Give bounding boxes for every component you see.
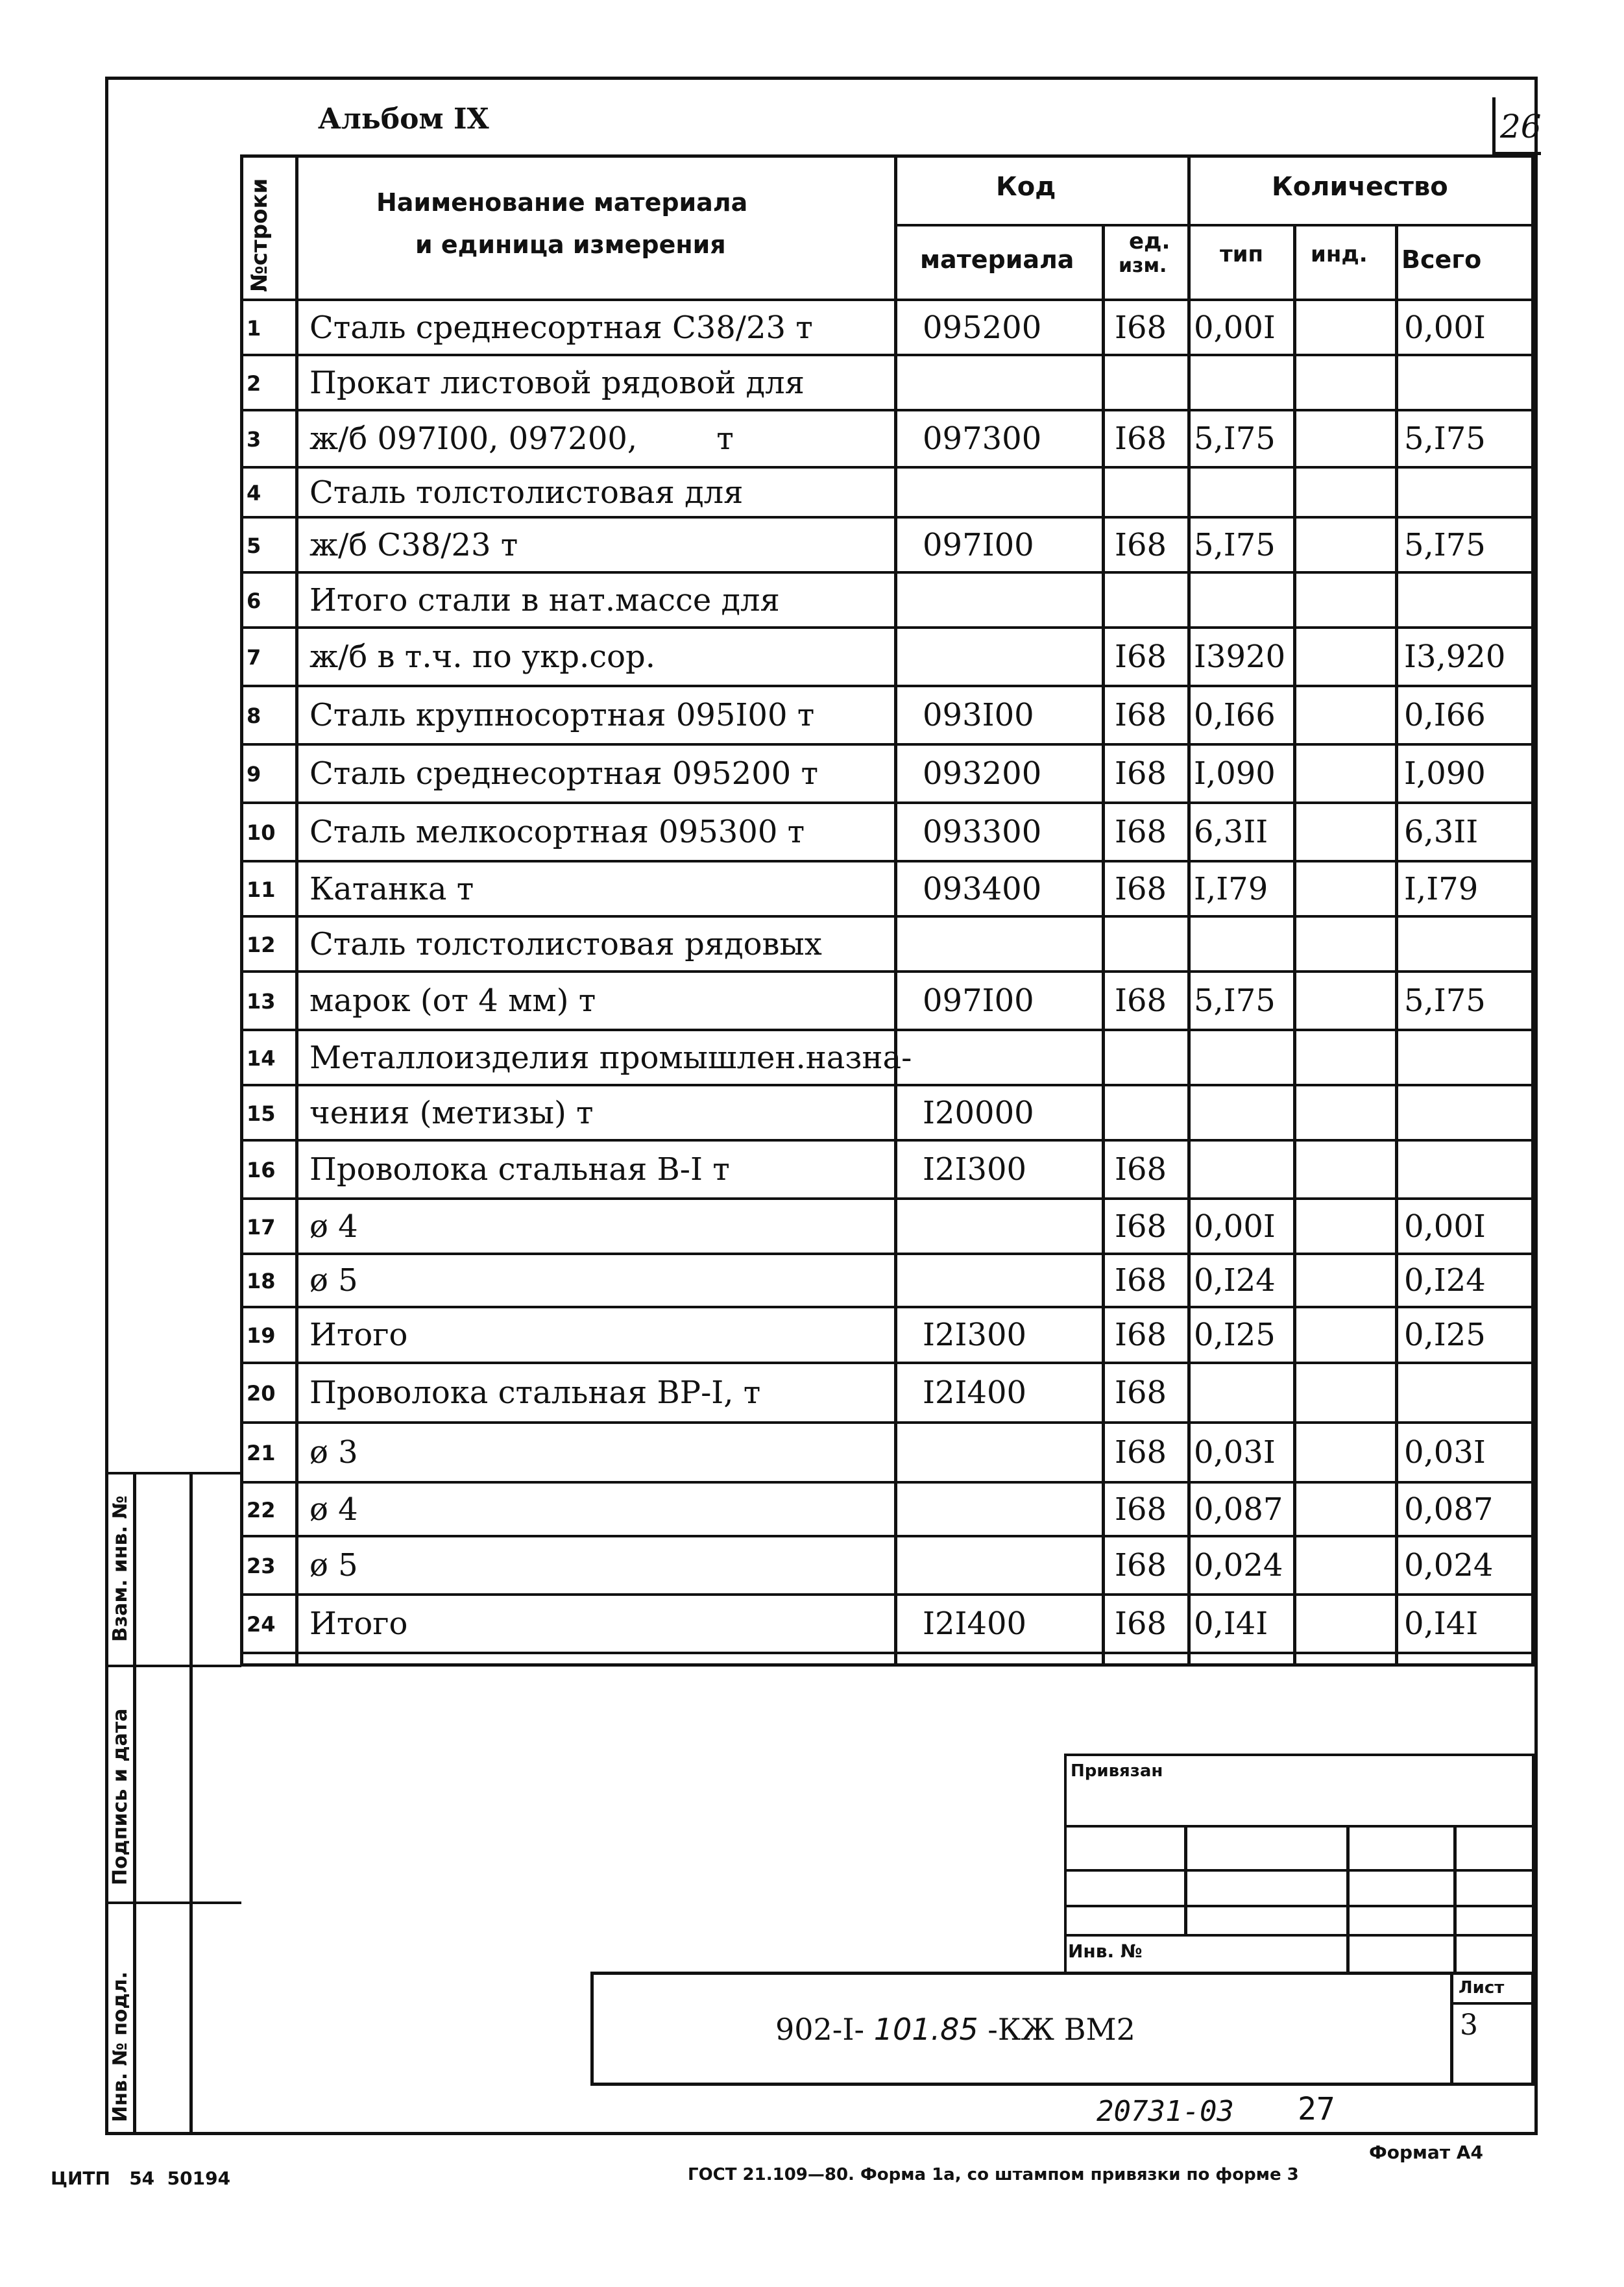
row-number: 18 [247, 1269, 276, 1293]
row-material-code: I2I300 [923, 1151, 1027, 1188]
row-qty-tip: I,I79 [1194, 870, 1268, 907]
footer-right: ГОСТ 21.109—80. Форма 1а, со штампом привязки по форме 3 [688, 2165, 1299, 2184]
row-qty-total: 0,024 [1404, 1547, 1494, 1584]
row-unit-code: I68 [1115, 697, 1167, 733]
table-row-line [240, 571, 1534, 574]
row-number: 17 [247, 1214, 276, 1240]
row-material-name: Итого [309, 1606, 408, 1642]
row-qty-total: 5,I75 [1404, 421, 1486, 457]
row-number: 11 [247, 877, 276, 902]
side-divider [105, 1472, 241, 1474]
table-row-line [240, 1253, 1534, 1255]
header-name: Наименование материала [376, 188, 748, 217]
table-row-line [240, 685, 1534, 687]
row-qty-total: 0,00I [1404, 1208, 1486, 1245]
row-qty-tip: 0,I4I [1194, 1606, 1268, 1642]
table-row-line [240, 1139, 1534, 1142]
row-material-code: 093I00 [923, 697, 1034, 733]
table-row-line [240, 466, 1534, 469]
row-number: 20 [247, 1381, 276, 1406]
table-row-line [240, 1652, 1534, 1654]
row-unit-code: I68 [1115, 1606, 1167, 1642]
row-unit-code: I68 [1115, 1547, 1167, 1584]
table-row-line [240, 970, 1534, 973]
row-qty-tip: 0,024 [1194, 1547, 1283, 1584]
row-unit-code: I68 [1115, 421, 1167, 457]
sheet-number: 3 [1460, 2009, 1478, 2042]
album-title: Альбом IX [318, 103, 489, 136]
row-material-name: ø 4 [309, 1491, 358, 1528]
stamp-bound-label: Привязан [1071, 1761, 1163, 1781]
archive-page: 27 [1298, 2091, 1335, 2127]
row-material-name: Сталь крупносортная 095I00 т [309, 697, 815, 733]
table-row-line [240, 1029, 1534, 1031]
row-material-name: ж/б С38/23 т [309, 526, 518, 563]
stamp-line [1064, 1934, 1534, 1937]
row-unit-code: I68 [1115, 983, 1167, 1019]
row-number: 16 [247, 1158, 276, 1182]
row-material-code: 097I00 [923, 526, 1034, 563]
table-row-line [240, 1481, 1534, 1484]
row-material-name: ж/б в т.ч. по укр.сор. [309, 639, 655, 675]
row-qty-total: 0,03I [1404, 1434, 1486, 1471]
side-divider [105, 1665, 241, 1667]
row-material-name: Сталь среднесортная С38/23 т [309, 309, 813, 346]
row-number: 4 [247, 480, 261, 506]
row-unit-code: I68 [1115, 1491, 1167, 1528]
row-material-name: Проволока стальная В-I т [309, 1151, 730, 1188]
archive-number: 20731-03 [1097, 2095, 1234, 2128]
header-total: Всего [1401, 245, 1482, 274]
row-qty-total: I,090 [1404, 755, 1486, 792]
row-qty-total: I3,920 [1404, 639, 1506, 675]
row-qty-tip: 5,I75 [1194, 526, 1276, 563]
row-material-name: Сталь толстолистовая рядовых [309, 925, 822, 962]
row-unit-code: I68 [1115, 814, 1167, 850]
row-qty-total: 0,I25 [1404, 1317, 1486, 1353]
row-material-name: ø 4 [309, 1208, 358, 1245]
row-qty-tip: 0,I25 [1194, 1317, 1276, 1353]
side-label-swap: Взам. инв. № [109, 1495, 132, 1642]
header-code: Код [996, 172, 1056, 202]
stamp-line [1184, 1825, 1187, 1934]
row-qty-tip: 0,03I [1194, 1434, 1276, 1471]
stamp-line [1064, 1905, 1534, 1907]
row-qty-tip: 0,I66 [1194, 697, 1276, 733]
row-number: 12 [247, 932, 276, 957]
table-row-line [240, 1362, 1534, 1364]
row-material-name: ж/б 097I00, 097200, т [309, 421, 734, 457]
table-col-line [1395, 224, 1398, 1667]
header-material: материала [920, 245, 1074, 274]
row-unit-code: I68 [1115, 309, 1167, 346]
stamp-line [1064, 1825, 1534, 1828]
row-material-name: ø 5 [309, 1547, 358, 1584]
row-qty-total: 0,I4I [1404, 1606, 1479, 1642]
row-material-code: 093200 [923, 755, 1042, 792]
row-material-code: 097300 [923, 421, 1042, 457]
table-row-line [240, 1593, 1534, 1596]
row-qty-tip: I3920 [1194, 639, 1286, 675]
row-material-code: 093400 [923, 870, 1042, 907]
row-qty-tip: 0,I24 [1194, 1262, 1276, 1299]
row-qty-tip: I,090 [1194, 755, 1276, 792]
row-material-name: ø 3 [309, 1434, 358, 1471]
header-ind: инд. [1311, 241, 1368, 267]
table-col-line [1102, 224, 1105, 1667]
title-block-divider [1450, 2002, 1534, 2005]
doc-code [775, 2012, 1135, 2047]
header-izm: изм. [1119, 254, 1167, 277]
row-unit-code: I68 [1115, 1262, 1167, 1299]
row-unit-code: I68 [1115, 1317, 1167, 1353]
row-material-code: 097I00 [923, 983, 1034, 1019]
table-row-line [240, 354, 1534, 356]
row-qty-total: 0,I24 [1404, 1262, 1486, 1299]
row-number: 5 [247, 533, 261, 558]
header-unit: и единица измерения [415, 230, 726, 259]
row-number: 6 [247, 588, 261, 613]
row-number: 9 [247, 762, 261, 787]
row-material-code: I2I400 [923, 1375, 1027, 1411]
side-divider [133, 1472, 136, 2135]
row-qty-total: 0,087 [1404, 1491, 1494, 1528]
row-unit-code: I68 [1115, 526, 1167, 563]
table-row-line [240, 1306, 1534, 1308]
footer-left: ЦИТП 54 50194 [51, 2168, 231, 2189]
row-material-name: Катанка т [309, 870, 474, 907]
stamp-line [1453, 1825, 1457, 1974]
row-material-name: Итого [309, 1317, 408, 1353]
row-material-code: I20000 [923, 1094, 1034, 1131]
row-material-code: 095200 [923, 309, 1042, 346]
header-subline [894, 224, 1534, 226]
row-qty-tip: 5,I75 [1194, 983, 1276, 1019]
row-unit-code: I68 [1115, 639, 1167, 675]
row-number: 14 [247, 1046, 276, 1071]
row-qty-total: 6,3II [1404, 814, 1479, 850]
side-label-inv: Инв. № подл. [109, 1971, 132, 2122]
row-number: 3 [247, 427, 261, 452]
table-row-line [240, 801, 1534, 804]
row-unit-code: I68 [1115, 1208, 1167, 1245]
row-material-name: Прокат листовой рядовой для [309, 364, 805, 401]
row-number: 8 [247, 703, 261, 728]
table-row-line [240, 516, 1534, 519]
row-number: 13 [247, 989, 276, 1014]
row-unit-code: I68 [1115, 1375, 1167, 1411]
row-number: 22 [247, 1497, 276, 1523]
row-number: 10 [247, 820, 276, 845]
row-material-code: 093300 [923, 814, 1042, 850]
row-number: 2 [247, 371, 261, 396]
row-qty-total: 0,I66 [1404, 697, 1486, 733]
row-material-name: ø 5 [309, 1262, 358, 1299]
doc-code-hand: 101.85 [873, 2012, 978, 2047]
table-row-line [240, 626, 1534, 629]
row-material-code: I2I300 [923, 1317, 1027, 1353]
header-row-no: №строки [247, 178, 273, 292]
row-material-name: Сталь мелкосортная 095300 т [309, 814, 805, 850]
row-unit-code: I68 [1115, 1434, 1167, 1471]
header-qty: Количество [1272, 172, 1448, 202]
table-row-line [240, 1197, 1534, 1200]
doc-code-prefix: 902-I- [775, 2012, 865, 2047]
row-number: 15 [247, 1101, 276, 1126]
header-ed: ед. [1129, 228, 1170, 254]
table-row-line [240, 860, 1534, 862]
row-material-name: Проволока стальная ВР-I, т [309, 1375, 761, 1411]
row-material-name: Итого стали в нат.массе для [309, 581, 780, 618]
row-qty-tip: 6,3II [1194, 814, 1268, 850]
format-label: Формат А4 [1369, 2142, 1483, 2163]
header-tip: тип [1220, 241, 1264, 267]
stamp-line [1346, 1825, 1350, 1974]
row-material-name: Металлоизделия промышлен.назна- [309, 1039, 912, 1076]
sheet-label: Лист [1459, 1978, 1505, 1998]
row-number: 7 [247, 645, 261, 670]
row-number: 23 [247, 1554, 276, 1578]
row-material-name: чения (метизы) т [309, 1094, 594, 1131]
row-qty-total: I,I79 [1404, 870, 1479, 907]
row-material-name: Сталь среднесортная 095200 т [309, 755, 819, 792]
row-number: 1 [247, 315, 261, 341]
row-qty-total: 0,00I [1404, 309, 1486, 346]
table-row-line [240, 915, 1534, 918]
row-number: 21 [247, 1441, 276, 1465]
row-material-name: Сталь толстолистовая для [309, 474, 744, 511]
row-unit-code: I68 [1115, 870, 1167, 907]
header-bottom-line [240, 299, 1534, 301]
row-qty-tip: 0,00I [1194, 309, 1276, 346]
table-row-line [240, 743, 1534, 746]
page-number: 26 [1500, 108, 1542, 145]
table-col-line [295, 154, 298, 1667]
table-row-line [240, 1535, 1534, 1537]
row-qty-tip: 0,087 [1194, 1491, 1283, 1528]
title-block-divider [1450, 1972, 1453, 2086]
table-row-line [240, 409, 1534, 411]
row-qty-tip: 5,I75 [1194, 421, 1276, 457]
side-label-sign: Подпись и дата [109, 1708, 132, 1885]
row-qty-tip: 0,00I [1194, 1208, 1276, 1245]
doc-code-suffix: -КЖ ВМ2 [988, 2012, 1135, 2047]
table-col-line [1293, 224, 1296, 1667]
table-col-line [1187, 154, 1191, 1667]
row-material-name: марок (от 4 мм) т [309, 983, 596, 1019]
row-material-code: I2I400 [923, 1606, 1027, 1642]
table-row-line [240, 1084, 1534, 1086]
table-row-line [240, 1421, 1534, 1424]
stamp-inv-label: Инв. № [1068, 1940, 1143, 1962]
side-divider [105, 1902, 241, 1904]
row-qty-total: 5,I75 [1404, 983, 1486, 1019]
row-qty-total: 5,I75 [1404, 526, 1486, 563]
row-number: 24 [247, 1612, 276, 1637]
table-col-line [894, 154, 897, 1667]
row-number: 19 [247, 1323, 276, 1348]
row-unit-code: I68 [1115, 755, 1167, 792]
row-unit-code: I68 [1115, 1151, 1167, 1188]
stamp-line [1064, 1869, 1534, 1872]
